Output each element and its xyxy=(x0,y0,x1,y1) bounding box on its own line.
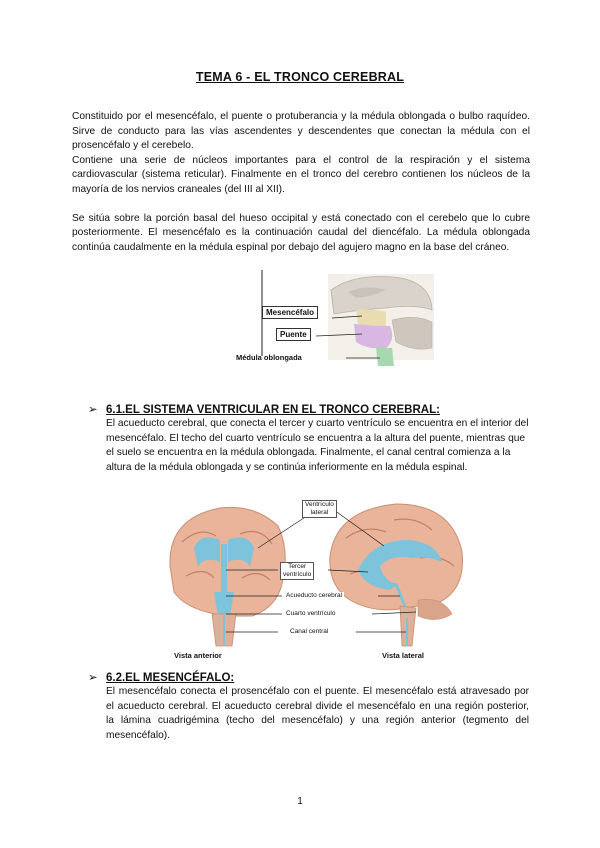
ventricular-illustration xyxy=(160,496,470,666)
arrow-bullet-icon: ➢ xyxy=(88,672,98,684)
anterior-view-caption: Vista anterior xyxy=(174,651,222,660)
lateral-ventricle-label xyxy=(302,500,337,518)
lateral-ventricle-label-line2: lateral xyxy=(310,509,329,516)
anterior-third-ventricle xyxy=(221,544,227,592)
mesencephalon-region xyxy=(356,309,386,326)
section-6-2-text: El mesencéfalo conecta el prosencéfalo con el puente. El mesencéfalo está atravesado por el acueducto cerebral. El acueducto cerebral divide el mesencéfalo en una región posterior, la lámina cuadrigémina (techo del mesencéfalo) y una región anterior (tegmento del mesencéfalo). xyxy=(106,686,529,741)
third-ventricle-label-line1: Tercer xyxy=(288,563,307,570)
third-ventricle-label xyxy=(280,562,314,580)
fourth-ventricle-label: Cuarto ventrículo xyxy=(286,610,336,617)
aqueduct-label: Acueducto cerebral xyxy=(286,592,343,599)
intro-paragraph-3: Se sitúa sobre la porción basal del hueso occipital y está conectado con el cerebelo que lo cubre posteriormente. El mesencéfalo es la continuación caudal del diencéfalo. La médula oblongada continúa caudalmente en la médula espinal por debajo del agujero magno en la base del cráneo. xyxy=(72,212,530,253)
medulla-label: Médula oblongada xyxy=(236,353,302,362)
section-heading-6-2 xyxy=(88,670,234,684)
pons-label: Puente xyxy=(276,328,311,341)
lateral-cerebellum xyxy=(418,599,452,619)
lateral-view-caption: Vista lateral xyxy=(382,651,424,660)
intro-text xyxy=(72,110,530,255)
medulla-region xyxy=(376,348,394,366)
lateral-ventricle-label-line1: Ventrículo xyxy=(305,501,334,508)
ventricular-system-figure xyxy=(160,496,470,666)
mesencephalon-label: Mesencéfalo xyxy=(262,306,318,319)
intro-paragraph-1: Constituido por el mesencéfalo, el puente o protuberancia y la médula oblongada o bulbo raquídeo. Sirve de conducto para las vías ascendentes y descendentes que conectan la médula con el prosencéfalo y el cerebelo. xyxy=(72,111,530,152)
third-ventricle-label-line2: ventrículo xyxy=(283,571,312,578)
brainstem-figure xyxy=(236,270,436,370)
section-6-1-text: El acueducto cerebral, que conecta el tercer y cuarto ventrículo se encuentra en el interior del mesencéfalo. El techo del cuarto ventrículo se encuentra a la altura del puente, mientras que el suelo se encuentra en la médula oblongada. Finalmente, el canal central comienza a la altura de la médula oblongada y se continúa inferiormente en la médula espinal. xyxy=(106,418,529,473)
section-heading-6-1 xyxy=(88,402,440,416)
central-canal-label: Canal central xyxy=(290,628,329,635)
page-title: TEMA 6 - EL TRONCO CEREBRAL xyxy=(195,70,405,84)
page-number: 1 xyxy=(297,796,303,807)
intro-paragraph-2: Contiene una serie de núcleos importantes para el control de la respiración y el sistema cardiovascular (sistema reticular). Finalmente en el tronco del cerebro contienen los núcleos de la mayoría de los nervios craneales (del III al XII). xyxy=(72,154,530,195)
section-heading-6-1-text: 6.1.EL SISTEMA VENTRICULAR EN EL TRONCO CEREBRAL: xyxy=(106,404,440,416)
section-heading-6-2-text: 6.2.EL MESENCÉFALO: xyxy=(106,672,235,684)
arrow-bullet-icon: ➢ xyxy=(88,404,98,416)
